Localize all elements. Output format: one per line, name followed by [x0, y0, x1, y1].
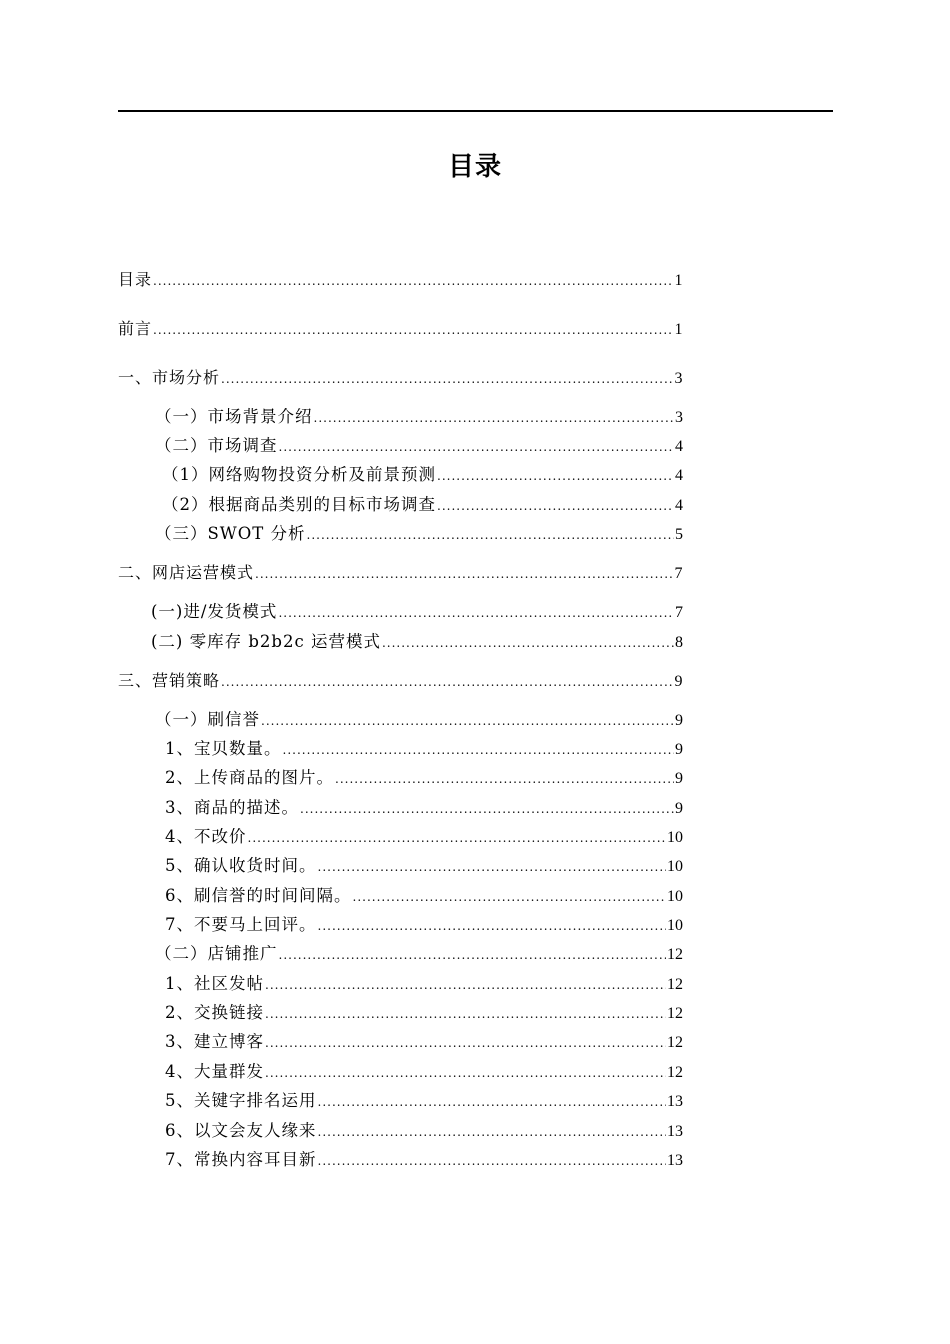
toc-entry-label: (二) 零库存 b2b2c 运营模式 [151, 632, 381, 651]
toc-entry-label: 1、社区发帖 [165, 974, 264, 993]
toc-entry[interactable] [162, 494, 683, 516]
toc-entry[interactable] [165, 767, 683, 789]
toc-entry[interactable] [162, 464, 683, 486]
toc-dot-leader [261, 710, 674, 732]
toc-entry-page-number: 4 [675, 497, 683, 514]
toc-entry-label: 6、以文会友人缘来 [165, 1121, 317, 1140]
toc-entry-label: 4、大量群发 [165, 1062, 264, 1081]
toc-entry-page-number: 5 [675, 526, 683, 543]
toc-entry[interactable] [165, 855, 683, 877]
toc-entry-page-number: 9 [675, 770, 683, 787]
toc-entry-label: （二）店铺推广 [155, 944, 278, 963]
toc-entry-page-number: 9 [675, 800, 683, 817]
toc-entry[interactable] [151, 631, 683, 653]
toc-entry-page-number: 4 [675, 438, 683, 455]
toc-dot-leader [153, 270, 673, 292]
toc-entry[interactable] [118, 318, 683, 340]
toc-entry[interactable] [155, 406, 683, 428]
toc-entry-label: 7、不要马上回评。 [165, 915, 317, 934]
toc-entry-page-number: 9 [675, 741, 683, 758]
toc-entry-label: （1）网络购物投资分析及前景预测 [162, 465, 436, 484]
toc-dot-leader [248, 827, 667, 849]
toc-entry-label: 三、营销策略 [118, 671, 221, 690]
toc-dot-leader [437, 495, 674, 517]
toc-entry-label: 5、关键字排名运用 [165, 1091, 317, 1110]
toc-entry-page-number: 1 [674, 321, 683, 338]
toc-entry-label: 6、刷信誉的时间间隔。 [165, 886, 352, 905]
toc-entry-page-number: 4 [675, 467, 683, 484]
toc-entry[interactable] [165, 885, 683, 907]
toc-entry-label: （二）市场调查 [155, 436, 278, 455]
toc-entry-page-number: 13 [667, 1123, 683, 1140]
toc-entry-label: （2）根据商品类别的目标市场调查 [162, 495, 436, 514]
toc-entry-label: 2、交换链接 [165, 1003, 264, 1022]
toc-entry[interactable] [165, 973, 683, 995]
toc-entry[interactable] [165, 1061, 683, 1083]
toc-entry-label: 目录 [118, 270, 153, 289]
toc-dot-leader [437, 465, 674, 487]
toc-entry[interactable] [155, 709, 683, 731]
toc-entry-label: 3、商品的描述。 [165, 798, 299, 817]
toc-dot-leader [318, 915, 667, 937]
toc-dot-leader [300, 798, 674, 820]
toc-entry[interactable] [118, 269, 683, 291]
toc-entry-page-number: 10 [667, 829, 683, 846]
toc-entry-page-number: 9 [674, 673, 683, 690]
toc-entry-page-number: 12 [667, 976, 683, 993]
toc-entry-label: （三）SWOT 分析 [155, 524, 306, 543]
toc-entry-page-number: 10 [667, 917, 683, 934]
toc-entry[interactable] [118, 562, 683, 584]
toc-entry-page-number: 12 [667, 946, 683, 963]
toc-entry-page-number: 13 [667, 1093, 683, 1110]
toc-entry-page-number: 12 [667, 1064, 683, 1081]
toc-entry[interactable] [165, 1090, 683, 1112]
toc-entry-page-number: 10 [667, 858, 683, 875]
toc-dot-leader [221, 671, 673, 693]
toc-entry-page-number: 9 [675, 712, 683, 729]
toc-entry[interactable] [118, 670, 683, 692]
toc-entry-label: 二、网店运营模式 [118, 563, 255, 582]
toc-entry[interactable] [165, 826, 683, 848]
toc-entry-page-number: 10 [667, 888, 683, 905]
toc-entry-page-number: 1 [674, 272, 683, 289]
toc-entry[interactable] [165, 914, 683, 936]
toc-entry-page-number: 12 [667, 1034, 683, 1051]
toc-entry-page-number: 8 [675, 634, 683, 651]
toc-dot-leader [255, 563, 673, 585]
toc-dot-leader [265, 1062, 666, 1084]
toc-entry[interactable] [118, 367, 683, 389]
toc-entry[interactable] [155, 523, 683, 545]
toc-dot-leader [318, 1091, 667, 1113]
toc-dot-leader [353, 886, 667, 908]
toc-entry-label: 一、市场分析 [118, 368, 221, 387]
toc-entry[interactable] [155, 943, 683, 965]
toc-entry[interactable] [165, 797, 683, 819]
toc-entry[interactable] [165, 738, 683, 760]
toc-entry-label: 7、常换内容耳目新 [165, 1150, 317, 1169]
toc-dot-leader [221, 368, 673, 390]
toc-entry[interactable] [155, 435, 683, 457]
toc-dot-leader [265, 1003, 666, 1025]
toc-entry-label: 1、宝贝数量。 [165, 739, 282, 758]
toc-dot-leader [279, 944, 667, 966]
toc-entry-label: （一）市场背景介绍 [155, 407, 313, 426]
toc-dot-leader [335, 768, 674, 790]
toc-entry[interactable] [165, 1031, 683, 1053]
toc-dot-leader [318, 856, 667, 878]
toc-dot-leader [265, 974, 666, 996]
toc-entry-page-number: 13 [667, 1152, 683, 1169]
toc-entry-page-number: 7 [675, 604, 683, 621]
toc-dot-leader [278, 602, 674, 624]
toc-entry[interactable] [165, 1002, 683, 1024]
page-title: 目录 [447, 152, 502, 182]
toc-dot-leader [283, 739, 675, 761]
toc-entry-label: 3、建立博客 [165, 1032, 264, 1051]
toc-entry-page-number: 7 [674, 565, 683, 582]
toc-entry-page-number: 12 [667, 1005, 683, 1022]
toc-entry-label: 前言 [118, 319, 153, 338]
toc-entry-page-number: 3 [675, 409, 683, 426]
toc-entry-label: 5、确认收货时间。 [165, 856, 317, 875]
toc-entry-label: 4、不改价 [165, 827, 247, 846]
toc-dot-leader [318, 1150, 667, 1172]
toc-dot-leader [314, 407, 675, 429]
toc-entry[interactable] [165, 1149, 683, 1171]
toc-dot-leader [318, 1121, 667, 1143]
toc-entry-page-number: 3 [674, 370, 683, 387]
toc-entry[interactable] [165, 1120, 683, 1142]
toc-entry-label: 2、上传商品的图片。 [165, 768, 334, 787]
toc-dot-leader [153, 319, 673, 341]
toc-dot-leader [382, 632, 674, 654]
toc-entry-label: (一)进/发货模式 [151, 602, 278, 621]
toc-entry[interactable] [151, 601, 683, 623]
toc-entry-label: （一）刷信誉 [155, 710, 260, 729]
toc-dot-leader [265, 1032, 666, 1054]
toc-dot-leader [307, 524, 674, 546]
toc-dot-leader [279, 436, 675, 458]
